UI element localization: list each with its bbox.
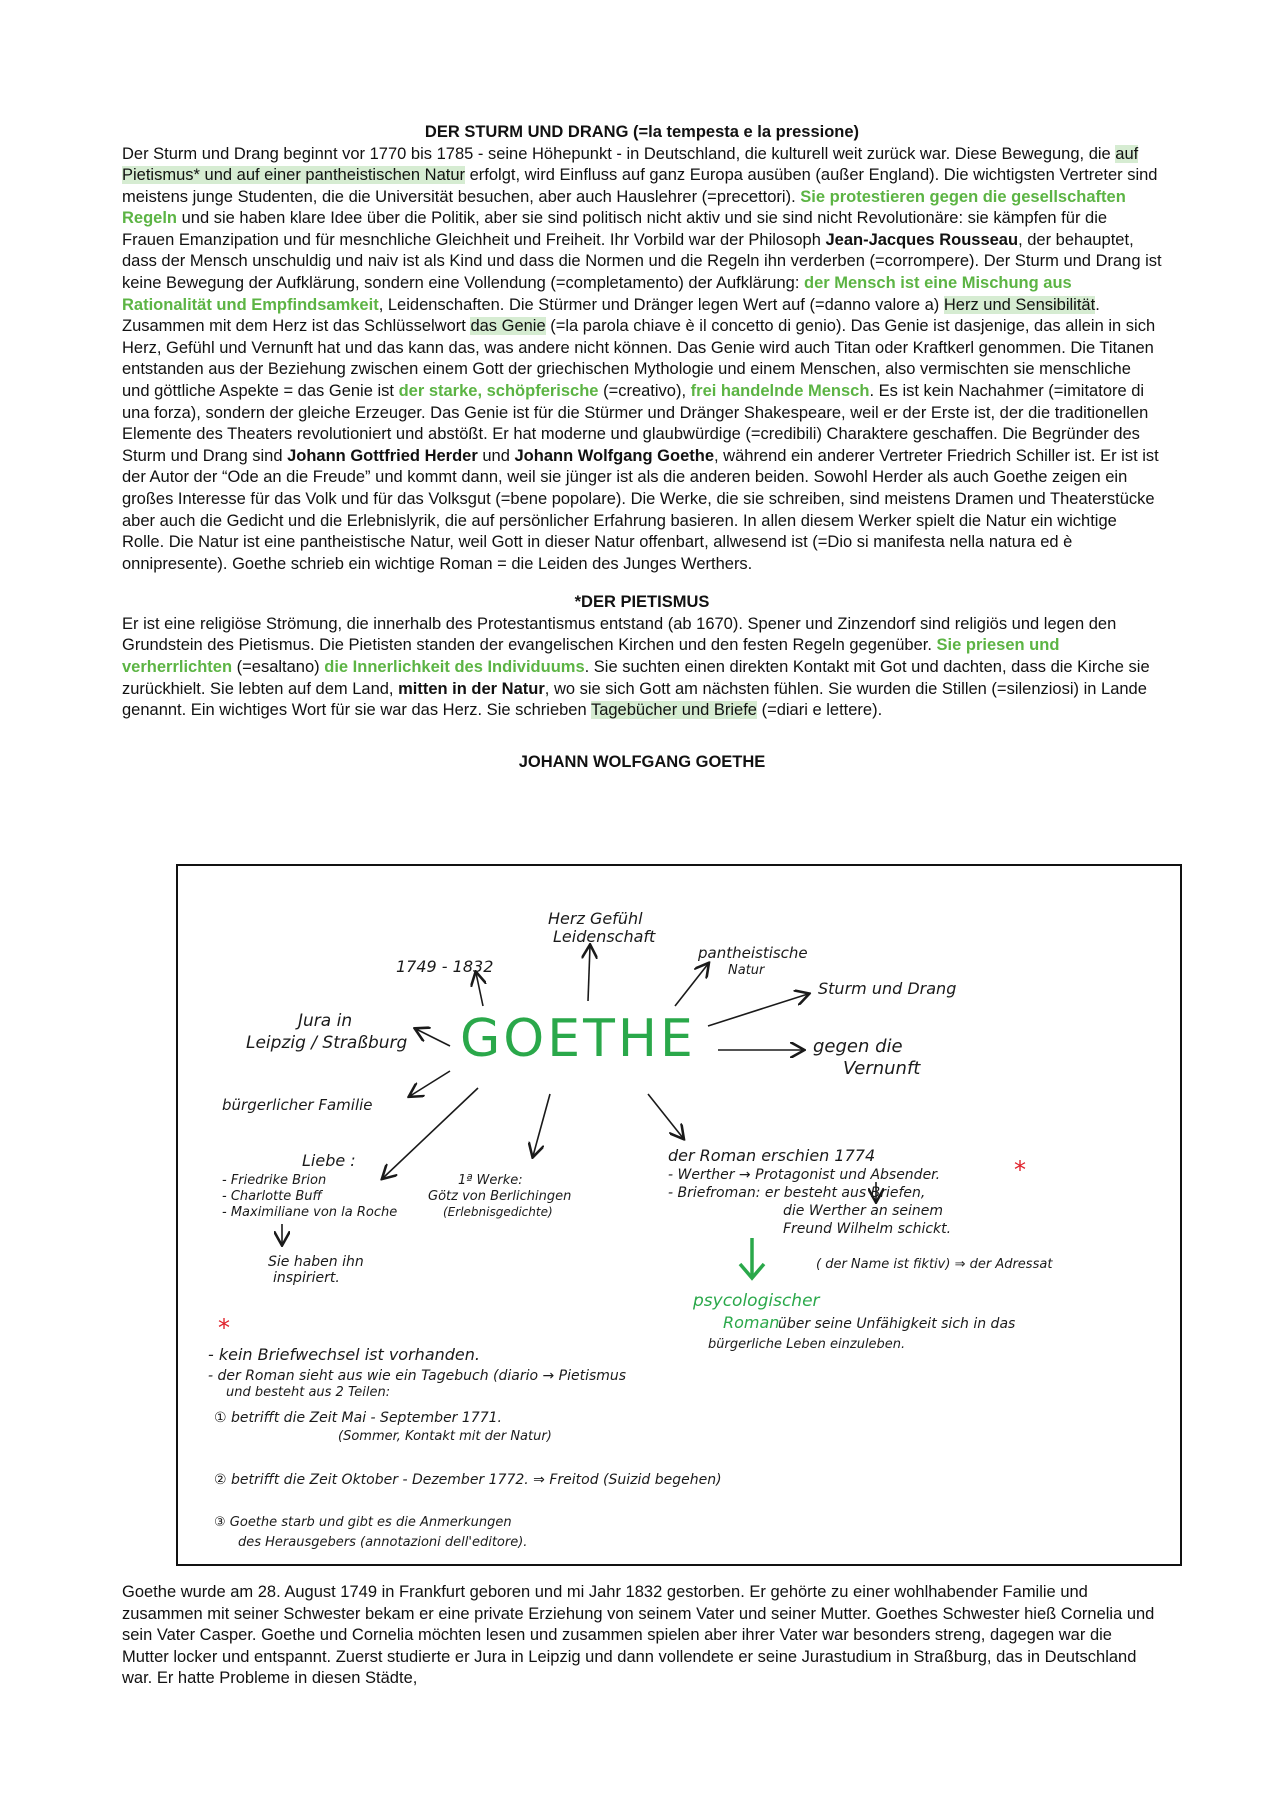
highlight-run: auf Pietismus* und auf einer pantheistischen Natur xyxy=(122,144,1139,185)
green-emphasis: die Innerlichkeit des Individuums xyxy=(324,658,585,677)
text-run: , während ein anderer Vertreter Friedrich Schiller ist. Er ist ist der Autor der “Ode an die Freude” und kommt dann, weil sie jünger ist als die anderen beiden. Sowohl Herder als auch Goethe zeigen ein großes Interesse für das Volk und für das Volksgut (=bene popolare). Die Werke, die sie schreiben, sind meistens Dramen und Theaterstücke aber auch die Gedicht und die Erlebnislyrik, die auf persönlicher Erfahrung basieren. In allen diesem Werker spielt die Natur ein wichtige Rolle. Die Natur ist eine pantheistische Natur, weil Gott in dieser Natur offenbart, allwesend ist (=Dio si manifesta nella natura ed è onnipresente). Goethe schrieb ein wichtige Roman = die Leiden des Junges Werthers. xyxy=(122,446,1159,573)
paragraph-sturm-und-drang xyxy=(122,144,1162,576)
arrow-to-sturm xyxy=(708,994,808,1026)
label-unfaehigkeit: über seine Unfähigkeit sich in das xyxy=(778,1316,1016,1332)
text-run: (=la parola chiave è il concetto di genio). Das Genie ist dasjenige, das allein in sich Herz, Gefühl und Vernunft hat und das kann das, was andere nicht können. Das Genie wird auch Titan oder Kraftkerl genommen. Die Titanen entstanden aus der Beziehung zwischen einem Gott der griechischen Mythologie und einem Menschen, also vermischten sie menschliche und göttliche Aspekte = das Genie ist xyxy=(122,317,1156,401)
section-title-sturm-und-drang: DER STURM UND DRANG (=la tempesta e la pressione) xyxy=(424,123,860,141)
paragraph-goethe-bio: Goethe wurde am 28. August 1749 in Frankfurt geboren und mi Jahr 1832 gestorben. Er gehörte zu einer wohlhabender Familie und zusammen mit seiner Schwester bekam er eine private Erziehung von seinem Vater und seiner Mutter. Goethes Schwester hieß Cornelia und sein Vater Casper. Goethe und Cornelia möchten lesen und zusammen spielen aber ihrer Vater war besonders streng, dagegen war die Mutter locker und entspannt. Zuerst studierte er Jura in Leipzig und dann vollendete er seine Jurastudium in Straßburg, das in Deutschland war. Er hatte Probleme in diesen Städte, xyxy=(122,1583,1155,1688)
document-body xyxy=(122,122,1162,773)
note-part-2: ② betrifft die Zeit Oktober - Dezember 1772. ⇒ Freitod (Suizid begehen) xyxy=(214,1472,722,1488)
note-line: - der Roman sieht aus wie ein Tagebuch (diario → Pietismus xyxy=(208,1368,627,1384)
note-part-1: ① betrifft die Zeit Mai - September 1771. xyxy=(214,1410,502,1426)
note-line: und besteht aus 2 Teilen: xyxy=(226,1385,391,1400)
goethe-biography xyxy=(122,1582,1162,1690)
text-run: Er ist eine religiöse Strömung, die innerhalb des Protestantismus entstand (ab 1670). Spener und Zinzendorf sind religiös und legen den Grundstein des Pietismus. Die Pietisten standen der evangelischen Kirchen und den festen Regeln gegenüber. xyxy=(122,614,1117,655)
highlight-run: das Genie xyxy=(470,317,546,336)
note-part-1b: (Sommer, Kontakt mit der Natur) xyxy=(338,1429,552,1444)
text-run: , wo sie sich Gott am nächsten fühlen. Sie wurden die Stillen (=silenziosi) in Lande genannt. Ein wichtiges Wort für sie war das Herz. Sie schrieben xyxy=(122,679,1147,720)
arrow-to-herz xyxy=(588,946,590,1001)
arrow-to-liebe xyxy=(383,1088,478,1178)
green-emphasis: Sie priesen und verherrlichten xyxy=(122,636,1060,677)
label-fiktiv: ( der Name ist fiktiv) ⇒ der Adressat xyxy=(816,1257,1053,1272)
label-roman: der Roman erschien 1774 xyxy=(668,1146,876,1165)
label-gegen: gegen die xyxy=(813,1036,903,1057)
label-years: 1749 - 1832 xyxy=(396,957,494,976)
highlight-run: Herz und Sensibilität xyxy=(943,295,1096,314)
arrow-to-familie xyxy=(410,1071,450,1096)
green-emphasis: frei handelnde Mensch xyxy=(690,382,870,401)
note-part-3: ③ Goethe starb und gibt es die Anmerkungen xyxy=(214,1515,512,1530)
roman-line: Freund Wilhelm schickt. xyxy=(783,1221,952,1237)
red-asterisk-2: * xyxy=(218,1314,230,1342)
text-run: , Leidenschaften. Die Stürmer und Dränger legen Wert auf (=danno valore a) xyxy=(378,295,944,314)
green-arrow xyxy=(740,1238,764,1278)
arrow-to-years xyxy=(476,973,483,1006)
label-roman-green: Roman xyxy=(723,1313,780,1332)
label-familie: bürgerlicher Familie xyxy=(222,1096,373,1114)
section-title-pietismus: *DER PIETISMUS xyxy=(574,593,710,612)
label-goetz: Götz von Berlichingen xyxy=(428,1189,572,1204)
label-herz: Herz Gefühl xyxy=(548,909,643,928)
green-emphasis: der starke, schöpferische xyxy=(398,382,599,401)
green-emphasis: Sie protestieren gegen die gesellschaften Regeln xyxy=(122,187,1126,228)
text-run: und xyxy=(477,446,515,465)
text-run: . Es ist kein Nachahmer (=imitatore di una forza), sondern der gleiche Erzeuger. Das Genie ist für die Stürmer und Dränger Shakespeare, weil er der Erste ist, der die traditionellen Elemente des Theaters revolutioniert und abstößt. Er hat moderne und glaubwürdige (=credibili) Charaktere geschaffen. Die Begründer des Sturm und Drang sind xyxy=(122,382,1149,465)
text-run: . Sie suchten einen direkten Kontakt mit Got und dachten, dass die Kirche sie zurückhielt. Sie lebten auf dem Land, xyxy=(122,658,1150,698)
liebe-item: - Friedrike Brion xyxy=(222,1173,327,1188)
bold-name: Jean-Jacques Rousseau xyxy=(825,230,1019,249)
text-run: Der Sturm und Drang beginnt vor 1770 bis 1785 - seine Höhepunkt - in Deutschland, die kulturell weit zurück war. Diese Bewegung, die xyxy=(122,144,1116,163)
arrow-to-roman xyxy=(648,1094,683,1138)
highlight-run: Tagebücher und Briefe xyxy=(590,701,757,720)
note-part-3b: des Herausgebers (annotazioni dell'editore). xyxy=(238,1535,528,1550)
label-werke: 1ª Werke: xyxy=(458,1173,523,1188)
bold-phrase: mitten in der Natur xyxy=(398,679,545,698)
text-run: (=diari e lettere). xyxy=(756,701,883,720)
goethe-mind-map xyxy=(176,864,1182,1566)
text-run: (=creativo), xyxy=(598,382,691,401)
paragraph-pietismus xyxy=(122,614,1162,722)
label-leipzig: Leipzig / Straßburg xyxy=(246,1033,408,1053)
text-run: und sie haben klare Idee über die Politik, aber sie sind politisch nicht aktiv und sie sind nicht Revolutionäre: sie kämpfen für die Frauen Emanzipation und für mesnchliche Gleichheit und Freiheit. Ihr Vorbild war der Philosoph xyxy=(122,209,1108,249)
text-run: (=esaltano) xyxy=(232,658,325,677)
arrow-to-pantheistische xyxy=(675,964,708,1006)
note-line: - kein Briefwechsel ist vorhanden. xyxy=(208,1345,480,1364)
label-inspiriert: Sie haben ihn xyxy=(268,1254,364,1270)
label-jura: Jura in xyxy=(298,1011,353,1031)
arrow-to-jura xyxy=(416,1029,450,1046)
label-pantheistische: pantheistische xyxy=(698,944,808,962)
bold-name: Johann Wolfgang Goethe xyxy=(514,446,715,465)
label-vernunft: Vernunft xyxy=(843,1058,921,1079)
text-run: erfolgt, wird Einfluss auf ganz Europa ausüben (außer England). Die wichtigsten Vertreter sind meistens junge Studenten, die die Universität besuchen, aber auch Hauslehrer (=precettori). xyxy=(122,166,1158,206)
label-leidenschaft: Leidenschaft xyxy=(553,927,656,946)
text-run: , der behauptet, dass der Mensch unschuldig und naiv ist als Kind und dass die Normen und die Regeln ihn verderben (=corrompere). Der Sturm und Drang ist keine Bewegung der Aufklärung, sondern eine Vollendung (=completamento) der Aufklärung: xyxy=(122,230,1162,293)
label-inspiriert-2: inspiriert. xyxy=(273,1270,340,1286)
liebe-item: - Charlotte Buff xyxy=(222,1189,322,1204)
green-emphasis: der Mensch ist eine Mischung aus Rationalität und Empfindsamkeit xyxy=(122,274,1072,314)
text-run: . Zusammen mit dem Herz ist das Schlüsselwort xyxy=(122,295,1100,336)
arrow-to-werke xyxy=(533,1094,550,1156)
roman-line: die Werther an seinem xyxy=(783,1203,944,1219)
roman-line: - Briefroman: er besteht aus Briefen, xyxy=(668,1185,926,1201)
roman-line: - Werther → Protagonist und Absender. xyxy=(668,1167,941,1183)
section-title-goethe: JOHANN WOLFGANG GOETHE xyxy=(518,752,766,771)
label-erlebnisgedichte: (Erlebnisgedichte) xyxy=(443,1205,553,1219)
label-liebe: Liebe : xyxy=(302,1151,356,1170)
label-buergerliche-leben: bürgerliche Leben einzuleben. xyxy=(708,1337,906,1352)
liebe-item: - Maximiliane von la Roche xyxy=(222,1205,398,1220)
label-sturm: Sturm und Drang xyxy=(818,979,957,998)
bold-name: Johann Gottfried Herder xyxy=(287,446,478,465)
label-psycologischer: psycologischer xyxy=(693,1291,820,1311)
center-goethe: GOETHE xyxy=(460,1009,696,1069)
red-asterisk: * xyxy=(1014,1156,1026,1184)
label-natur: Natur xyxy=(728,963,765,978)
mind-map-canvas xyxy=(178,866,1180,1564)
